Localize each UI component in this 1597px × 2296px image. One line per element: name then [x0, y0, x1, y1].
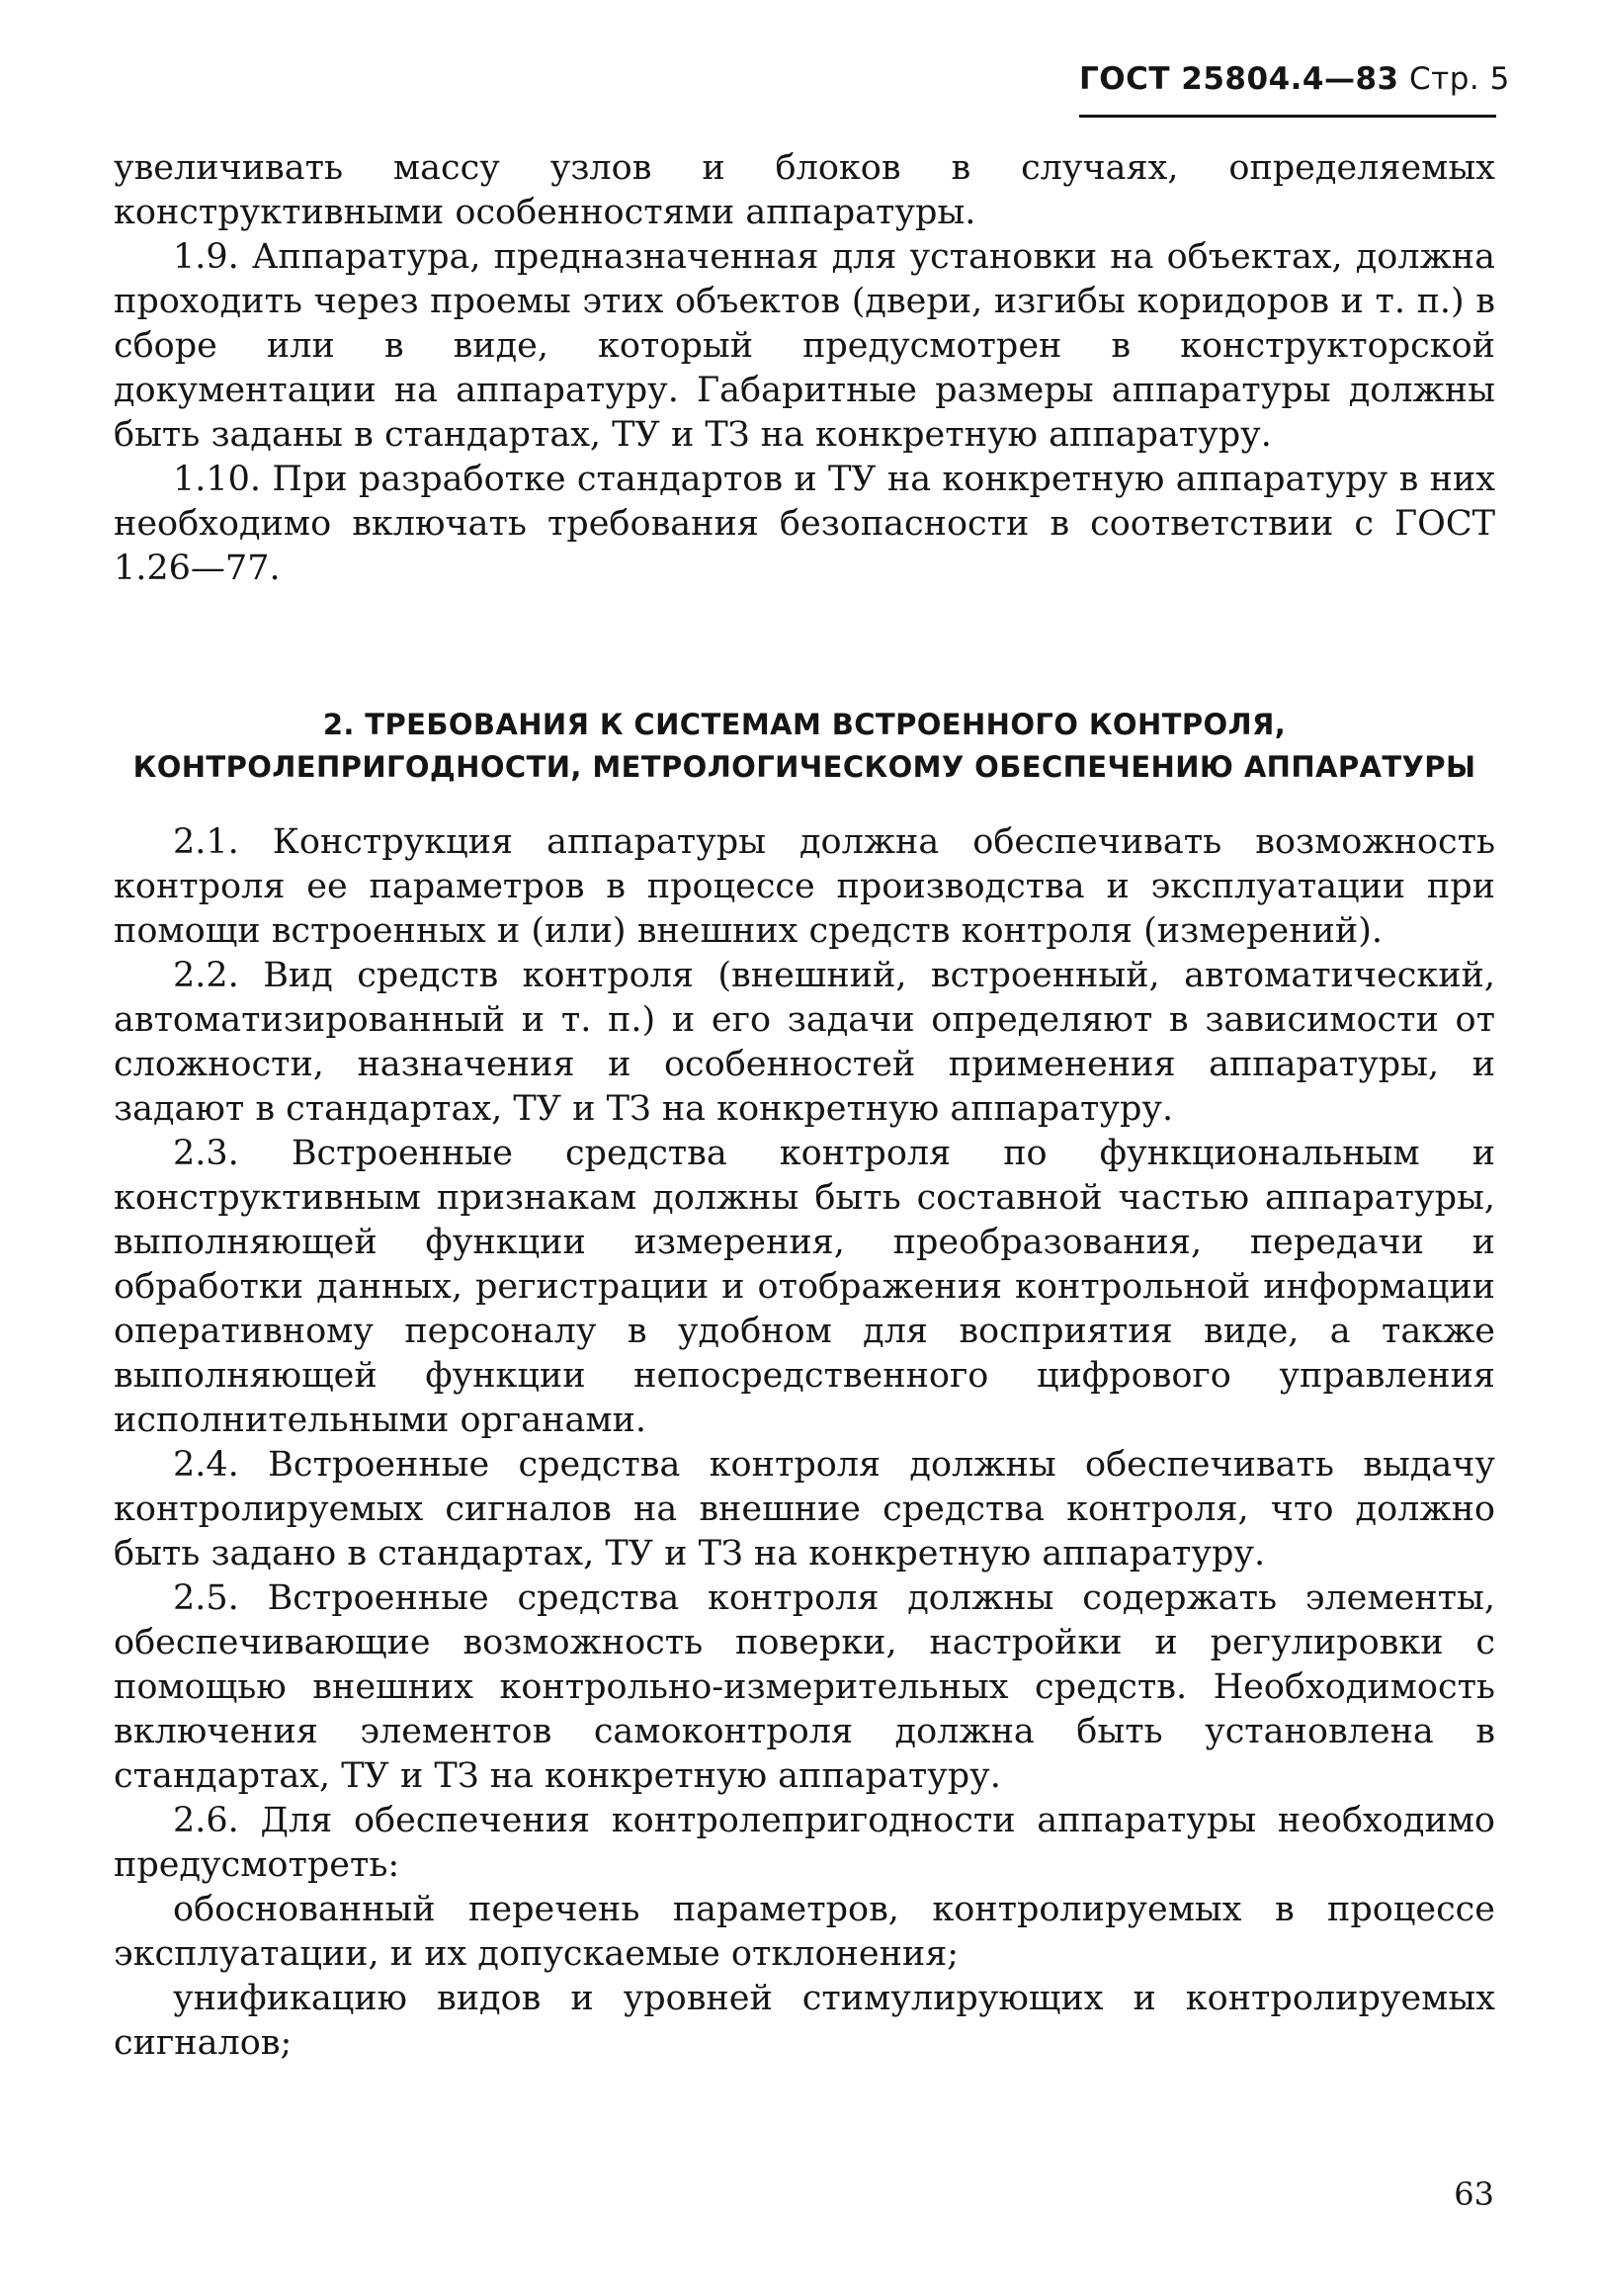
paragraph-1-10: 1.10. При разработке стандартов и ТУ на конкретную аппаратуру в них необходимо включать требования безопасности в соответствии с ГОСТ 1.26—77. — [114, 460, 1495, 588]
body-text-top — [114, 146, 1495, 591]
paragraph-continuation: увеличивать массу узлов и блоков в случаях, определяемых конструктивными особенностями аппаратуры. — [114, 148, 1495, 232]
header-rule — [1079, 115, 1496, 118]
section-heading-line-2: КОНТРОЛЕПРИГОДНОСТИ, МЕТРОЛОГИЧЕСКОМУ ОБЕСПЕЧЕНИЮ АППАРАТУРЫ — [132, 750, 1476, 784]
body-text-section — [114, 820, 1495, 2066]
section-heading — [114, 704, 1495, 789]
running-header — [1079, 61, 1510, 121]
paragraph-2-1: 2.1. Конструкция аппаратуры должна обеспечивать возможность контроля ее параметров в процессе производства и эксплуатации при помощи встроенных и (или) внешних средств контроля (измерений). — [114, 822, 1495, 951]
page-number: 63 — [1454, 2175, 1494, 2213]
standard-number: ГОСТ 25804.4—83 — [1079, 61, 1399, 97]
paragraph-2-2: 2.2. Вид средств контроля (внешний, встроенный, автоматический, автоматизированный и т. п.) и его задачи определяют в зависимости от сложности, назначения и особенностей применения аппаратуры, и задают в стандартах, ТУ и ТЗ на конкретную аппаратуру. — [114, 956, 1495, 1129]
paragraph-1-9: 1.9. Аппаратура, предназначенная для установки на объектах, должна проходить через проемы этих объектов (двери, изгибы коридоров и т. п.) в сборе или в виде, который предусмотрен в конструкторской документации на аппаратуру. Габаритные размеры аппаратуры должны быть заданы в стандартах, ТУ и ТЗ на конкретную аппаратуру. — [114, 237, 1495, 455]
list-item-signals: унификацию видов и уровней стимулирующих и контролируемых сигналов; — [114, 1979, 1495, 2063]
paragraph-2-3: 2.3. Встроенные средства контроля по функциональным и конструктивным признакам должны быть составной частью аппаратуры, выполняющей функции измерения, преобразования, передачи и обработки данных, регистрации и отображения контрольной информации оперативному персоналу в удобном для восприятия виде, а также выполняющей функции непосредственного цифрового управления исполнительными органами. — [114, 1134, 1495, 1440]
list-item-parameters: обоснованный перечень параметров, контролируемых в процессе эксплуатации, и их допускаемые отклонения; — [114, 1890, 1495, 1974]
paragraph-2-6: 2.6. Для обеспечения контролепригодности аппаратуры необходимо предусмотреть: — [114, 1801, 1495, 1885]
section-heading-line-1: 2. ТРЕБОВАНИЯ К СИСТЕМАМ ВСТРОЕННОГО КОНТРОЛЯ, — [322, 708, 1287, 741]
paragraph-2-5: 2.5. Встроенные средства контроля должны содержать элементы, обеспечивающие возможность поверки, настройки и регулировки с помощью внешних контрольно-измерительных средств. Необходимость включения элементов самоконтроля должна быть установлена в стандартах, ТУ и ТЗ на конкретную аппаратуру. — [114, 1578, 1495, 1796]
page-label: Стр. 5 — [1409, 61, 1510, 97]
paragraph-2-4: 2.4. Встроенные средства контроля должны обеспечивать выдачу контролируемых сигналов на внешние средства контроля, что должно быть задано в стандартах, ТУ и ТЗ на конкретную аппаратуру. — [114, 1445, 1495, 1573]
